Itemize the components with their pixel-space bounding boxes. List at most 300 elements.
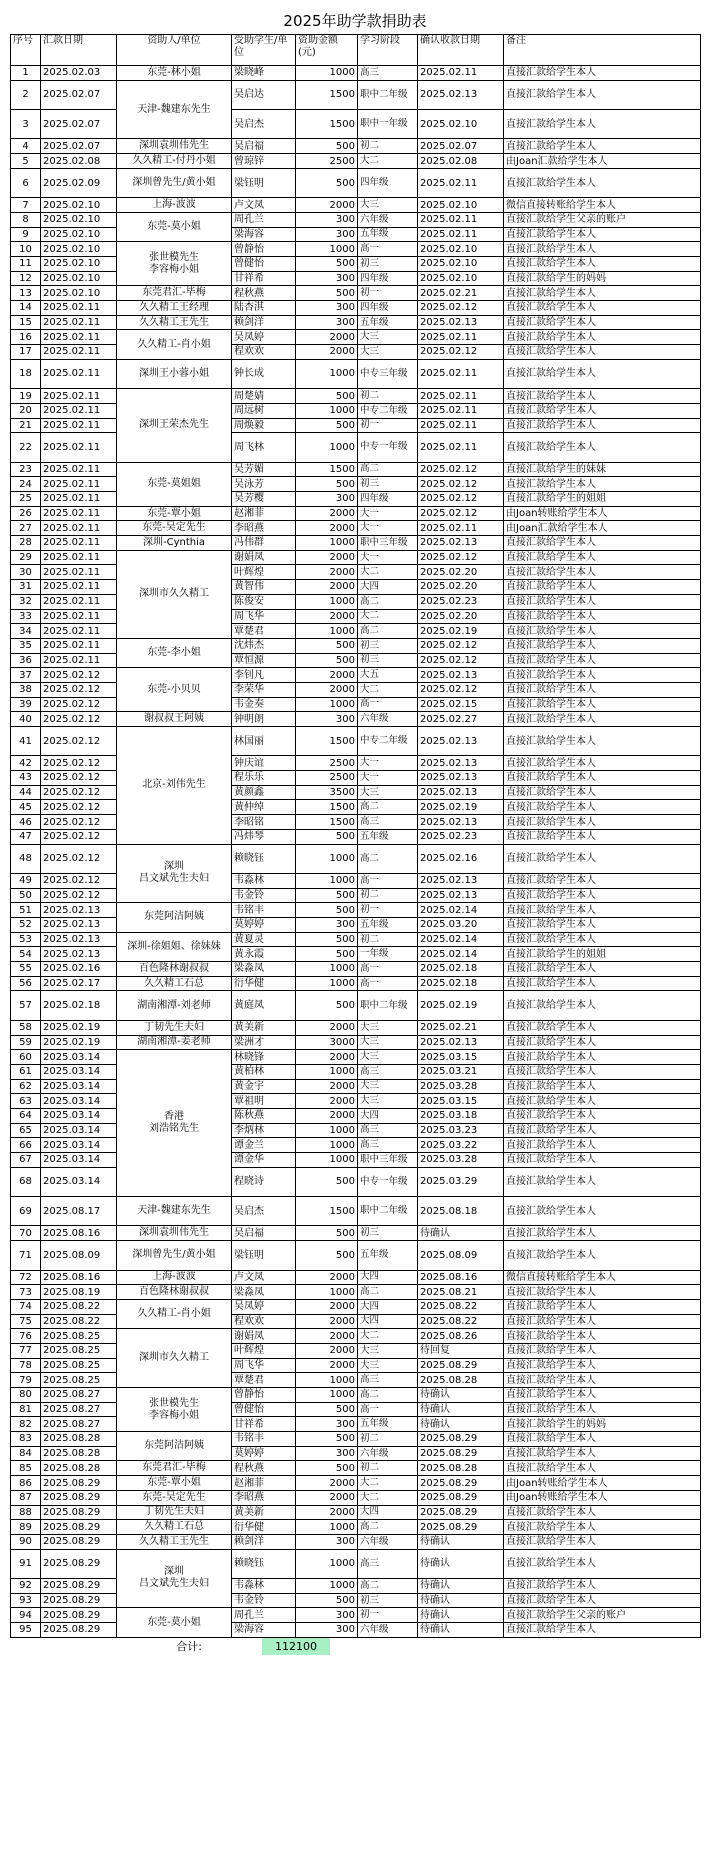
cell-stage: 大五 bbox=[358, 668, 418, 683]
cell-date: 2025.02.12 bbox=[41, 785, 117, 800]
cell-student: 陈秋燕 bbox=[232, 1108, 296, 1123]
cell-amount: 300 bbox=[296, 492, 358, 507]
cell-confirm: 2025.02.16 bbox=[418, 844, 504, 873]
cell-seq: 84 bbox=[11, 1446, 41, 1461]
cell-amount: 300 bbox=[296, 301, 358, 316]
table-row bbox=[11, 697, 701, 712]
cell-date: 2025.08.27 bbox=[41, 1417, 117, 1432]
cell-note: 直接汇款给学生本人 bbox=[504, 1299, 701, 1314]
cell-seq: 82 bbox=[11, 1417, 41, 1432]
cell-amount: 2500 bbox=[296, 154, 358, 169]
cell-date: 2025.02.11 bbox=[41, 653, 117, 668]
cell-student: 覃恒源 bbox=[232, 653, 296, 668]
cell-seq: 15 bbox=[11, 315, 41, 330]
cell-amount: 500 bbox=[296, 1593, 358, 1608]
cell-student: 梁钰明 bbox=[232, 168, 296, 197]
cell-confirm: 2025.02.11 bbox=[418, 403, 504, 418]
cell-donor: 久久精工王经理 bbox=[117, 301, 232, 316]
table-row bbox=[11, 462, 701, 477]
cell-student: 谭金华 bbox=[232, 1153, 296, 1168]
cell-stage: 大三 bbox=[358, 1094, 418, 1109]
cell-confirm: 待确认 bbox=[418, 1579, 504, 1594]
cell-amount: 300 bbox=[296, 712, 358, 727]
cell-date: 2025.08.25 bbox=[41, 1343, 117, 1358]
cell-date: 2025.02.11 bbox=[41, 418, 117, 433]
cell-date: 2025.08.29 bbox=[41, 1608, 117, 1623]
cell-note: 直接汇款给学生本人 bbox=[504, 594, 701, 609]
cell-confirm: 2025.08.18 bbox=[418, 1197, 504, 1226]
cell-amount: 300 bbox=[296, 917, 358, 932]
cell-amount: 1000 bbox=[296, 1520, 358, 1535]
cell-seq: 24 bbox=[11, 477, 41, 492]
cell-stage: 五年级 bbox=[358, 1241, 418, 1270]
cell-confirm: 2025.02.12 bbox=[418, 506, 504, 521]
cell-date: 2025.02.07 bbox=[41, 110, 117, 139]
cell-note: 直接汇款给学生本人 bbox=[504, 110, 701, 139]
cell-seq: 68 bbox=[11, 1167, 41, 1196]
cell-stage: 高一 bbox=[358, 962, 418, 977]
cell-student: 沈炜杰 bbox=[232, 638, 296, 653]
cell-note: 直接汇款给学生本人 bbox=[504, 1035, 701, 1050]
cell-amount: 500 bbox=[296, 638, 358, 653]
cell-confirm: 2025.02.11 bbox=[418, 521, 504, 536]
cell-note: 直接汇款给学生本人 bbox=[504, 1241, 701, 1270]
cell-stage: 高三 bbox=[358, 1138, 418, 1153]
cell-confirm: 2025.02.12 bbox=[418, 550, 504, 565]
cell-student: 黄智伟 bbox=[232, 580, 296, 595]
cell-student: 曾静怡 bbox=[232, 242, 296, 257]
cell-note: 直接汇款给学生的妈妈 bbox=[504, 271, 701, 286]
cell-stage: 大二 bbox=[358, 682, 418, 697]
cell-amount: 1000 bbox=[296, 1373, 358, 1388]
table-row bbox=[11, 756, 701, 771]
cell-date: 2025.02.12 bbox=[41, 697, 117, 712]
cell-amount: 2000 bbox=[296, 1050, 358, 1065]
cell-seq: 2 bbox=[11, 80, 41, 109]
header-confirm: 确认收款日期 bbox=[418, 35, 504, 66]
cell-seq: 35 bbox=[11, 638, 41, 653]
table-row bbox=[11, 1593, 701, 1608]
cell-date: 2025.08.16 bbox=[41, 1270, 117, 1285]
table-row bbox=[11, 1402, 701, 1417]
cell-seq: 31 bbox=[11, 580, 41, 595]
cell-seq: 94 bbox=[11, 1608, 41, 1623]
cell-stage: 大三 bbox=[358, 198, 418, 213]
cell-amount: 1000 bbox=[296, 359, 358, 388]
cell-donor: 东莞-莫小姐 bbox=[117, 1608, 232, 1637]
cell-stage: 中专二年级 bbox=[358, 403, 418, 418]
cell-donor: 湖南湘潭-刘老师 bbox=[117, 991, 232, 1020]
cell-confirm: 待确认 bbox=[418, 1593, 504, 1608]
cell-student: 梁淼凤 bbox=[232, 962, 296, 977]
cell-note: 直接汇款给学生本人 bbox=[504, 418, 701, 433]
cell-student: 赖晓钰 bbox=[232, 844, 296, 873]
cell-note: 直接汇款给学生本人 bbox=[504, 1432, 701, 1447]
cell-amount: 1000 bbox=[296, 594, 358, 609]
cell-confirm: 2025.02.13 bbox=[418, 315, 504, 330]
cell-student: 李炳林 bbox=[232, 1123, 296, 1138]
table-row bbox=[11, 477, 701, 492]
cell-note: 直接汇款给学生本人 bbox=[504, 1094, 701, 1109]
cell-note: 直接汇款给学生本人 bbox=[504, 1446, 701, 1461]
cell-seq: 22 bbox=[11, 433, 41, 462]
cell-donor: 百色隆林谢叔叔 bbox=[117, 1285, 232, 1300]
cell-note: 直接汇款给学生本人 bbox=[504, 1314, 701, 1329]
table-row bbox=[11, 771, 701, 786]
table-row bbox=[11, 1064, 701, 1079]
cell-date: 2025.08.09 bbox=[41, 1241, 117, 1270]
sheet-title: 2025年助学款捐助表 bbox=[283, 12, 427, 30]
header-row bbox=[11, 35, 701, 66]
cell-seq: 6 bbox=[11, 168, 41, 197]
donation-table bbox=[10, 34, 701, 1638]
table-row bbox=[11, 1167, 701, 1196]
cell-note: 直接汇款给学生本人 bbox=[504, 815, 701, 830]
cell-note: 直接汇款给学生本人 bbox=[504, 991, 701, 1020]
cell-seq: 46 bbox=[11, 815, 41, 830]
cell-amount: 2500 bbox=[296, 771, 358, 786]
cell-stage: 五年级 bbox=[358, 829, 418, 844]
cell-student: 吴芳媚 bbox=[232, 462, 296, 477]
cell-date: 2025.02.12 bbox=[41, 727, 117, 756]
cell-student: 黄美新 bbox=[232, 1505, 296, 1520]
cell-seq: 14 bbox=[11, 301, 41, 316]
cell-date: 2025.02.11 bbox=[41, 521, 117, 536]
table-row bbox=[11, 668, 701, 683]
table-row bbox=[11, 712, 701, 727]
table-row bbox=[11, 154, 701, 169]
cell-donor: 张世模先生 李容梅小姐 bbox=[117, 1388, 232, 1432]
cell-stage: 中专一年级 bbox=[358, 433, 418, 462]
cell-seq: 40 bbox=[11, 712, 41, 727]
cell-amount: 1000 bbox=[296, 976, 358, 991]
cell-date: 2025.02.12 bbox=[41, 756, 117, 771]
cell-seq: 89 bbox=[11, 1520, 41, 1535]
table-row bbox=[11, 991, 701, 1020]
cell-student: 周孔兰 bbox=[232, 1608, 296, 1623]
cell-stage: 大二 bbox=[358, 154, 418, 169]
cell-stage: 初三 bbox=[358, 256, 418, 271]
cell-confirm: 2025.08.29 bbox=[418, 1476, 504, 1491]
cell-stage: 初二 bbox=[358, 139, 418, 154]
table-row bbox=[11, 976, 701, 991]
cell-donor: 东莞-覃小姐 bbox=[117, 506, 232, 521]
table-row bbox=[11, 962, 701, 977]
cell-amount: 300 bbox=[296, 271, 358, 286]
cell-date: 2025.02.11 bbox=[41, 594, 117, 609]
cell-stage: 职中三年级 bbox=[358, 1153, 418, 1168]
cell-confirm: 2025.03.22 bbox=[418, 1138, 504, 1153]
cell-stage: 高一 bbox=[358, 242, 418, 257]
cell-date: 2025.02.11 bbox=[41, 315, 117, 330]
cell-note: 直接汇款给学生本人 bbox=[504, 727, 701, 756]
cell-donor: 久久精工-肖小姐 bbox=[117, 330, 232, 359]
table-row bbox=[11, 1020, 701, 1035]
cell-note: 直接汇款给学生本人 bbox=[504, 1534, 701, 1549]
cell-stage: 大三 bbox=[358, 785, 418, 800]
cell-student: 冯伟群 bbox=[232, 536, 296, 551]
cell-date: 2025.02.07 bbox=[41, 139, 117, 154]
cell-confirm: 2025.03.21 bbox=[418, 1064, 504, 1079]
cell-date: 2025.02.09 bbox=[41, 168, 117, 197]
cell-note: 由Joan转账给学生本人 bbox=[504, 1476, 701, 1491]
cell-stage: 初二 bbox=[358, 1432, 418, 1447]
cell-date: 2025.08.29 bbox=[41, 1490, 117, 1505]
cell-note: 微信直接转账给学生本人 bbox=[504, 198, 701, 213]
table-row bbox=[11, 212, 701, 227]
cell-confirm: 2025.02.13 bbox=[418, 727, 504, 756]
cell-amount: 300 bbox=[296, 227, 358, 242]
cell-amount: 1500 bbox=[296, 1197, 358, 1226]
cell-confirm: 2025.08.28 bbox=[418, 1373, 504, 1388]
cell-confirm: 2025.02.10 bbox=[418, 110, 504, 139]
table-row bbox=[11, 506, 701, 521]
cell-stage: 五年级 bbox=[358, 1417, 418, 1432]
cell-note: 直接汇款给学生本人 bbox=[504, 1329, 701, 1344]
cell-donor: 东莞-林小姐 bbox=[117, 66, 232, 81]
cell-amount: 500 bbox=[296, 1432, 358, 1447]
cell-amount: 300 bbox=[296, 212, 358, 227]
table-row bbox=[11, 903, 701, 918]
cell-seq: 16 bbox=[11, 330, 41, 345]
cell-seq: 87 bbox=[11, 1490, 41, 1505]
cell-note: 直接汇款给学生本人 bbox=[504, 1064, 701, 1079]
cell-donor: 东莞-李小姐 bbox=[117, 638, 232, 667]
cell-seq: 72 bbox=[11, 1270, 41, 1285]
cell-amount: 1000 bbox=[296, 242, 358, 257]
cell-note: 直接汇款给学生的妹妹 bbox=[504, 462, 701, 477]
cell-note: 直接汇款给学生本人 bbox=[504, 433, 701, 462]
cell-note: 直接汇款给学生本人 bbox=[504, 888, 701, 903]
cell-date: 2025.03.14 bbox=[41, 1108, 117, 1123]
header-stage: 学习阶段 bbox=[358, 35, 418, 66]
cell-note: 直接汇款给学生本人 bbox=[504, 1520, 701, 1535]
cell-stage: 高三 bbox=[358, 1373, 418, 1388]
cell-amount: 2000 bbox=[296, 1358, 358, 1373]
cell-note: 直接汇款给学生本人 bbox=[504, 66, 701, 81]
cell-stage: 职中二年级 bbox=[358, 80, 418, 109]
cell-amount: 1000 bbox=[296, 624, 358, 639]
cell-amount: 500 bbox=[296, 286, 358, 301]
cell-student: 周飞林 bbox=[232, 433, 296, 462]
cell-donor: 湖南湘潭-姜老师 bbox=[117, 1035, 232, 1050]
cell-student: 程欢欢 bbox=[232, 1314, 296, 1329]
cell-confirm: 2025.02.15 bbox=[418, 697, 504, 712]
cell-note: 由Joan转账给学生本人 bbox=[504, 1490, 701, 1505]
cell-note: 直接汇款给学生本人 bbox=[504, 1138, 701, 1153]
cell-stage: 六年级 bbox=[358, 212, 418, 227]
cell-note: 直接汇款给学生本人 bbox=[504, 800, 701, 815]
cell-note: 直接汇款给学生本人 bbox=[504, 550, 701, 565]
total-value: 112100 bbox=[262, 1638, 330, 1655]
cell-amount: 500 bbox=[296, 991, 358, 1020]
cell-stage: 初三 bbox=[358, 477, 418, 492]
cell-date: 2025.02.13 bbox=[41, 917, 117, 932]
cell-student: 李昭燕 bbox=[232, 521, 296, 536]
cell-date: 2025.08.25 bbox=[41, 1329, 117, 1344]
cell-seq: 75 bbox=[11, 1314, 41, 1329]
cell-date: 2025.02.19 bbox=[41, 1035, 117, 1050]
cell-stage: 高二 bbox=[358, 1285, 418, 1300]
cell-note: 直接汇款给学生本人 bbox=[504, 1167, 701, 1196]
cell-seq: 36 bbox=[11, 653, 41, 668]
table-row bbox=[11, 1050, 701, 1065]
cell-confirm: 2025.02.18 bbox=[418, 976, 504, 991]
cell-confirm: 待确认 bbox=[418, 1549, 504, 1578]
table-row bbox=[11, 1197, 701, 1226]
cell-stage: 高一 bbox=[358, 976, 418, 991]
cell-date: 2025.02.12 bbox=[41, 888, 117, 903]
cell-stage: 初二 bbox=[358, 1461, 418, 1476]
cell-amount: 1000 bbox=[296, 536, 358, 551]
cell-seq: 56 bbox=[11, 976, 41, 991]
cell-amount: 1000 bbox=[296, 1138, 358, 1153]
cell-amount: 300 bbox=[296, 1534, 358, 1549]
cell-note: 直接汇款给学生本人 bbox=[504, 330, 701, 345]
cell-student: 卢文凤 bbox=[232, 1270, 296, 1285]
cell-confirm: 待确认 bbox=[418, 1402, 504, 1417]
cell-note: 直接汇款给学生本人 bbox=[504, 80, 701, 109]
cell-donor: 深圳-徐姐姐、徐妹妹 bbox=[117, 932, 232, 961]
cell-seq: 5 bbox=[11, 154, 41, 169]
cell-confirm: 2025.02.10 bbox=[418, 256, 504, 271]
cell-student: 韦金铃 bbox=[232, 1593, 296, 1608]
cell-student: 曾静怡 bbox=[232, 1388, 296, 1403]
cell-date: 2025.02.13 bbox=[41, 932, 117, 947]
cell-date: 2025.02.11 bbox=[41, 624, 117, 639]
table-row bbox=[11, 1446, 701, 1461]
cell-donor: 谢叔叔王阿姨 bbox=[117, 712, 232, 727]
cell-student: 黄柏林 bbox=[232, 1064, 296, 1079]
cell-date: 2025.02.19 bbox=[41, 1020, 117, 1035]
cell-student: 梁海容 bbox=[232, 227, 296, 242]
cell-date: 2025.02.11 bbox=[41, 359, 117, 388]
cell-amount: 2000 bbox=[296, 1329, 358, 1344]
cell-note: 由Joan转账给学生本人 bbox=[504, 506, 701, 521]
cell-stage: 四年级 bbox=[358, 492, 418, 507]
cell-amount: 500 bbox=[296, 903, 358, 918]
cell-stage: 高一 bbox=[358, 873, 418, 888]
cell-stage: 高二 bbox=[358, 1520, 418, 1535]
cell-seq: 67 bbox=[11, 1153, 41, 1168]
cell-note: 直接汇款给学生本人 bbox=[504, 917, 701, 932]
cell-confirm: 2025.02.23 bbox=[418, 829, 504, 844]
cell-note: 直接汇款给学生本人 bbox=[504, 771, 701, 786]
cell-amount: 2000 bbox=[296, 1490, 358, 1505]
cell-date: 2025.02.11 bbox=[41, 580, 117, 595]
cell-seq: 43 bbox=[11, 771, 41, 786]
cell-amount: 2000 bbox=[296, 330, 358, 345]
cell-confirm: 2025.02.13 bbox=[418, 815, 504, 830]
cell-student: 叶辉煌 bbox=[232, 565, 296, 580]
cell-seq: 53 bbox=[11, 932, 41, 947]
cell-amount: 500 bbox=[296, 1402, 358, 1417]
cell-seq: 74 bbox=[11, 1299, 41, 1314]
cell-seq: 29 bbox=[11, 550, 41, 565]
cell-seq: 18 bbox=[11, 359, 41, 388]
cell-seq: 13 bbox=[11, 286, 41, 301]
cell-date: 2025.02.10 bbox=[41, 271, 117, 286]
table-row bbox=[11, 1153, 701, 1168]
cell-amount: 1500 bbox=[296, 800, 358, 815]
cell-date: 2025.08.29 bbox=[41, 1549, 117, 1578]
total-row bbox=[10, 1638, 700, 1655]
cell-confirm: 2025.02.21 bbox=[418, 286, 504, 301]
cell-stage: 高一 bbox=[358, 697, 418, 712]
cell-donor: 久久精工石总 bbox=[117, 1520, 232, 1535]
cell-confirm: 2025.03.29 bbox=[418, 1167, 504, 1196]
cell-date: 2025.02.12 bbox=[41, 682, 117, 697]
table-row bbox=[11, 271, 701, 286]
table-row bbox=[11, 1623, 701, 1638]
cell-note: 微信直接转账给学生本人 bbox=[504, 1270, 701, 1285]
cell-seq: 48 bbox=[11, 844, 41, 873]
cell-date: 2025.08.29 bbox=[41, 1505, 117, 1520]
cell-stage: 高三 bbox=[358, 1064, 418, 1079]
table-row bbox=[11, 1579, 701, 1594]
cell-confirm: 2025.08.29 bbox=[418, 1358, 504, 1373]
cell-seq: 95 bbox=[11, 1623, 41, 1638]
cell-confirm: 2025.02.11 bbox=[418, 389, 504, 404]
cell-stage: 高三 bbox=[358, 815, 418, 830]
cell-donor: 上海-波波 bbox=[117, 1270, 232, 1285]
cell-date: 2025.08.25 bbox=[41, 1373, 117, 1388]
cell-note: 直接汇款给学生本人 bbox=[504, 168, 701, 197]
cell-date: 2025.02.11 bbox=[41, 433, 117, 462]
cell-donor: 东莞-莫小姐 bbox=[117, 212, 232, 241]
table-row bbox=[11, 1476, 701, 1491]
cell-amount: 2000 bbox=[296, 668, 358, 683]
cell-amount: 1000 bbox=[296, 1549, 358, 1578]
cell-seq: 80 bbox=[11, 1388, 41, 1403]
cell-confirm: 2025.08.09 bbox=[418, 1241, 504, 1270]
cell-confirm: 2025.02.13 bbox=[418, 771, 504, 786]
cell-note: 由Joan汇款给学生本人 bbox=[504, 521, 701, 536]
cell-stage: 大二 bbox=[358, 565, 418, 580]
cell-seq: 25 bbox=[11, 492, 41, 507]
cell-student: 曾琼锌 bbox=[232, 154, 296, 169]
cell-confirm: 2025.02.11 bbox=[418, 330, 504, 345]
cell-date: 2025.02.12 bbox=[41, 844, 117, 873]
cell-amount: 300 bbox=[296, 1608, 358, 1623]
cell-stage: 四年级 bbox=[358, 271, 418, 286]
cell-date: 2025.08.17 bbox=[41, 1197, 117, 1226]
cell-stage: 职中一年级 bbox=[358, 110, 418, 139]
cell-date: 2025.08.28 bbox=[41, 1432, 117, 1447]
cell-note: 直接汇款给学生本人 bbox=[504, 1197, 701, 1226]
cell-note: 直接汇款给学生本人 bbox=[504, 1402, 701, 1417]
cell-student: 赖晓钰 bbox=[232, 1549, 296, 1578]
cell-seq: 57 bbox=[11, 991, 41, 1020]
cell-amount: 1000 bbox=[296, 403, 358, 418]
cell-date: 2025.02.11 bbox=[41, 492, 117, 507]
cell-amount: 2000 bbox=[296, 1079, 358, 1094]
cell-donor: 久久精工石总 bbox=[117, 976, 232, 991]
cell-confirm: 2025.02.13 bbox=[418, 668, 504, 683]
cell-seq: 21 bbox=[11, 418, 41, 433]
cell-note: 直接汇款给学生的妈妈 bbox=[504, 1417, 701, 1432]
cell-amount: 2000 bbox=[296, 1270, 358, 1285]
cell-note: 直接汇款给学生本人 bbox=[504, 976, 701, 991]
cell-seq: 51 bbox=[11, 903, 41, 918]
cell-note: 直接汇款给学生本人 bbox=[504, 389, 701, 404]
table-row bbox=[11, 1123, 701, 1138]
cell-student: 程欢欢 bbox=[232, 345, 296, 360]
cell-seq: 86 bbox=[11, 1476, 41, 1491]
cell-date: 2025.08.16 bbox=[41, 1226, 117, 1241]
cell-date: 2025.02.11 bbox=[41, 403, 117, 418]
cell-seq: 30 bbox=[11, 565, 41, 580]
